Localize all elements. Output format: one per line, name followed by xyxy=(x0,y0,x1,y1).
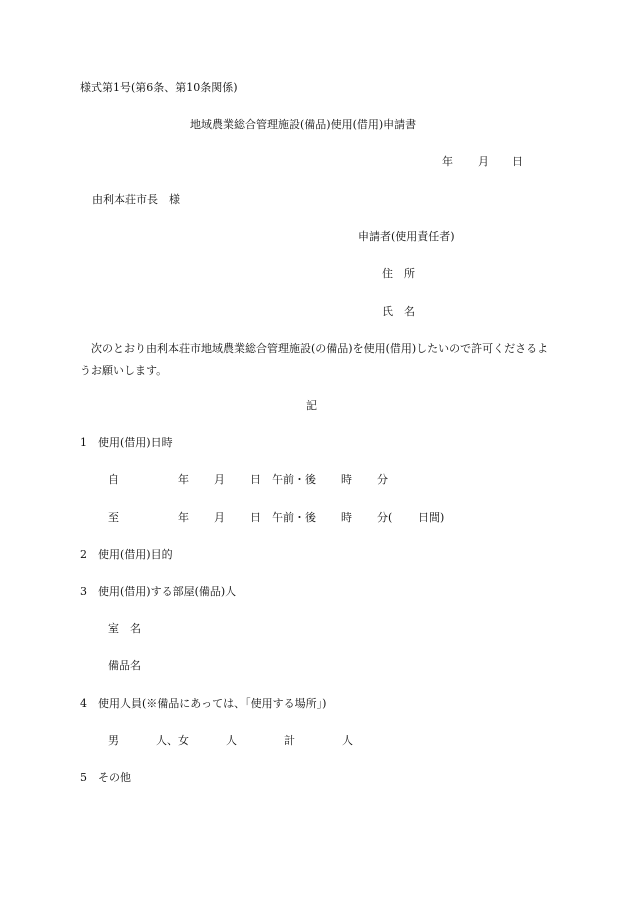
persons-total-label: 人 xyxy=(342,734,353,747)
from-minute: 分 xyxy=(377,473,388,486)
item1-heading: 1 使用(借用)日時 xyxy=(80,436,173,449)
document-title: 地域農業総合管理施設(備品)使用(借用)申請書 xyxy=(190,118,417,131)
from-day: 日 xyxy=(250,473,261,486)
applicant-name: 氏 名 xyxy=(382,305,415,318)
item5-heading: 5 その他 xyxy=(80,771,131,784)
from-month: 月 xyxy=(214,473,225,486)
total-label: 計 xyxy=(284,734,295,747)
to-hour: 時 xyxy=(341,511,352,524)
persons-female-label: 人、女 xyxy=(156,734,189,747)
item4-heading: 4 使用人員(※備品にあっては、「使用する場所」) xyxy=(80,697,327,710)
item3-heading: 3 使用(借用)する部屋(備品)人 xyxy=(80,585,237,598)
applicant-address: 住 所 xyxy=(382,267,415,280)
persons-label: 人 xyxy=(226,734,237,747)
item2-heading: 2 使用(借用)目的 xyxy=(80,548,173,561)
from-label: 自 xyxy=(108,473,119,486)
from-ampm: 午前・後 xyxy=(272,473,316,486)
date-day: 日 xyxy=(512,155,523,168)
male-label: 男 xyxy=(108,734,119,747)
addressee: 由利本荘市長 様 xyxy=(92,193,180,206)
to-minute: 分( xyxy=(377,511,393,524)
to-day: 日 xyxy=(250,511,261,524)
ki-heading: 記 xyxy=(306,399,317,412)
from-year: 年 xyxy=(178,473,189,486)
applicant-label: 申請者(使用責任者) xyxy=(358,230,455,243)
to-year: 年 xyxy=(178,511,189,524)
to-label: 至 xyxy=(108,511,119,524)
to-days: 日間) xyxy=(418,511,445,524)
equipment-name-label: 備品名 xyxy=(108,659,141,672)
room-name-label: 室 名 xyxy=(108,622,141,635)
from-hour: 時 xyxy=(341,473,352,486)
to-month: 月 xyxy=(214,511,225,524)
to-ampm: 午前・後 xyxy=(272,511,316,524)
date-month: 月 xyxy=(478,155,489,168)
body-paragraph: 次のとおり由利本荘市地域農業総合管理施設(の備品)を使用(借用)したいので許可くださるようお願いします。 xyxy=(80,342,549,377)
date-year: 年 xyxy=(442,155,453,168)
form-reference: 様式第1号(第6条、第10条関係) xyxy=(80,81,238,94)
